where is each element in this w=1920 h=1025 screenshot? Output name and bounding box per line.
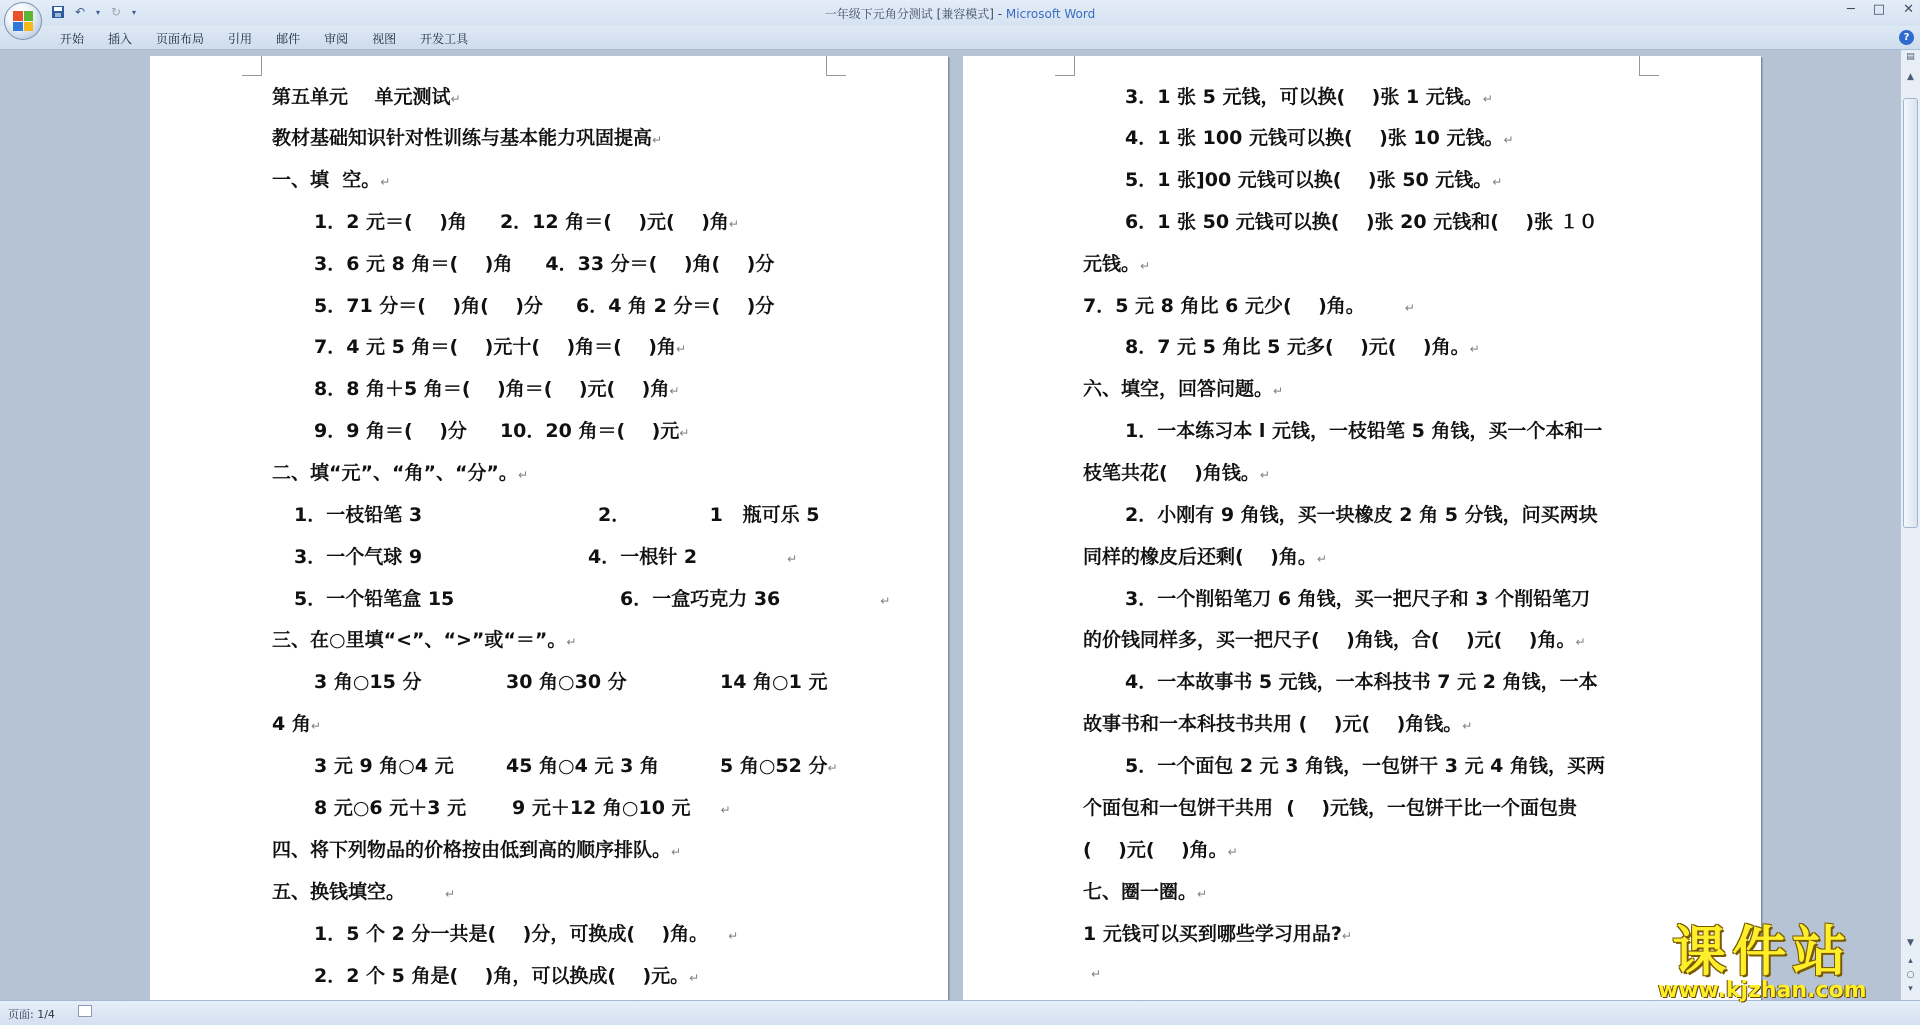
section-7-heading: 七、圈一圈。↵	[1083, 881, 1208, 903]
subtitle: 教材基础知识针对性训练与基本能力巩固提高↵	[272, 127, 663, 149]
watermark-name: 课件站	[1672, 920, 1853, 983]
question-line: 6．一盒巧克力 36 ↵	[620, 588, 891, 610]
ruler-toggle-icon[interactable]: ▤	[1906, 52, 1915, 62]
ribbon-tabs	[48, 30, 480, 48]
browse-object-icon[interactable]: ○	[1906, 970, 1915, 980]
proofing-icon[interactable]	[78, 1005, 92, 1017]
tab-developer[interactable]: 开发工具	[420, 32, 469, 46]
title-bar	[0, 0, 1920, 26]
crop-mark	[242, 56, 262, 76]
compare-item: 5 角○52 分↵	[720, 755, 838, 777]
compare-item: 3 元 9 角○4 元	[314, 755, 454, 777]
office-button[interactable]	[4, 2, 42, 40]
document-page-2[interactable]	[963, 56, 1761, 1000]
minimize-button[interactable]: ─	[1846, 2, 1855, 17]
compare-item: 3 角○15 分	[314, 671, 422, 693]
window-controls	[1847, 2, 1914, 17]
crop-mark	[826, 56, 846, 76]
customize-toolbar-icon[interactable]: ▾	[131, 7, 136, 17]
compare-item: 9 元＋12 角○10 元 ↵	[512, 797, 731, 819]
question-line: 5．1 张]00 元钱可以换( )张 50 元钱。↵	[1125, 169, 1503, 191]
question-line: 4．1 张 100 元钱可以换( )张 10 元钱。↵	[1125, 127, 1514, 149]
next-page-icon[interactable]: ▾	[1908, 984, 1913, 994]
tab-references[interactable]: 引用	[228, 32, 253, 46]
question-line: 个面包和一包饼干共用 ( )元钱，一包饼干比一个面包贵	[1083, 797, 1578, 819]
question-line: 1 元钱可以买到哪些学习用品?↵	[1083, 923, 1352, 945]
vertical-scrollbar[interactable]	[1900, 50, 1920, 1000]
compare-item: 30 角○30 分	[506, 671, 627, 693]
window-title	[0, 5, 1920, 22]
redo-icon[interactable]: ↻	[110, 5, 122, 19]
compare-item: 45 角○4 元 3 角	[506, 755, 659, 777]
question-line: 2．小刚有 9 角钱，买一块橡皮 2 角 5 分钱，问买两块	[1125, 504, 1598, 526]
document-workspace	[0, 50, 1900, 1000]
question-line: 2．2 个 5 角是( )角，可以换成( )元。↵	[314, 965, 700, 987]
question-line: ( )元( )角。↵	[1083, 839, 1238, 861]
previous-page-icon[interactable]: ▴	[1908, 956, 1913, 966]
question-line: 9．9 角＝( )分 10．20 角＝( )元↵	[314, 420, 690, 442]
question-line: 3．6 元 8 角＝( )角 4．33 分＝( )角( )分	[314, 253, 775, 275]
tab-home[interactable]: 开始	[60, 32, 85, 46]
section-4-heading: 四、将下列物品的价格按由低到高的顺序排队。↵	[272, 839, 682, 861]
maximize-button[interactable]: □	[1872, 2, 1886, 17]
status-bar	[0, 1000, 1920, 1025]
question-line: 6．1 张 50 元钱可以换( )张 20 元钱和( )张 １０	[1125, 211, 1598, 233]
crop-mark	[1055, 56, 1075, 76]
question-line: 1．5 个 2 分一共是( )分，可换成( )角。 ↵	[314, 923, 739, 945]
question-line: 3．一个削铅笔刀 6 角钱，买一把尺子和 3 个削铅笔刀	[1125, 588, 1591, 610]
question-line: 1．2 元＝( )角 2．12 角＝( )元( )角↵	[314, 211, 739, 233]
close-button[interactable]: ✕	[1903, 2, 1914, 17]
watermark-logo	[1658, 920, 1867, 1003]
compare-item: 14 角○1 元	[720, 671, 828, 693]
tab-view[interactable]: 视图	[372, 32, 397, 46]
question-line: 同样的橡皮后还剩( )角。↵	[1083, 546, 1327, 568]
question-line: 故事书和一本科技书共用 ( )元( )角钱。↵	[1083, 713, 1473, 735]
question-line: 8．7 元 5 角比 5 元多( )元( )角。↵	[1125, 336, 1480, 358]
question-line: 的价钱同样多，买一把尺子( )角钱，合( )元( )角。↵	[1083, 629, 1586, 651]
section-3-heading: 三、在○里填“<”、“>”或“＝”。↵	[272, 629, 577, 651]
question-line: 2． 1 瓶可乐 5	[598, 504, 820, 526]
question-line: 8．8 角＋5 角＝( )角＝( )元( )角↵	[314, 378, 680, 400]
question-line: 1．一枝铅笔 3	[294, 504, 423, 526]
question-line: 4．一本故事书 5 元钱，一本科技书 7 元 2 角钱，一本	[1125, 671, 1598, 693]
section-6-heading: 六、填空，回答问题。↵	[1083, 378, 1284, 400]
question-line: 枝笔共花( )角钱。↵	[1083, 462, 1270, 484]
undo-icon[interactable]: ↶	[74, 5, 86, 19]
section-1-heading: 一、填 空。↵	[272, 169, 391, 191]
section-2-heading: 二、填“元”、“角”、“分”。↵	[272, 462, 528, 484]
question-line: 5．一个铅笔盒 15	[294, 588, 455, 610]
question-line: 5．一个面包 2 元 3 角钱，一包饼干 3 元 4 角钱，买两	[1125, 755, 1606, 777]
question-line: 7．5 元 8 角比 6 元少( )角。 ↵	[1083, 295, 1415, 317]
empty-paragraph: ↵	[1091, 967, 1102, 981]
crop-mark	[1639, 56, 1659, 76]
dropdown-icon[interactable]: ▾	[95, 7, 100, 17]
question-line: 5．71 分＝( )角( )分 6．4 角 2 分＝( )分	[314, 295, 775, 317]
unit-heading: 第五单元 单元测试↵	[272, 86, 461, 108]
tab-mailings[interactable]: 邮件	[276, 32, 301, 46]
scrollbar-thumb[interactable]	[1903, 98, 1918, 528]
document-title: 一年级下元角分测试 [兼容模式] -	[824, 7, 1006, 21]
question-line: 3．1 张 5 元钱，可以换( )张 1 元钱。↵	[1125, 86, 1493, 108]
office-logo-icon	[13, 11, 33, 31]
help-icon[interactable]: ?	[1899, 30, 1914, 45]
compare-item: 4 角↵	[272, 713, 321, 735]
page-indicator[interactable]: 页面: 1/4	[8, 1008, 55, 1021]
app-name: Microsoft Word	[1005, 7, 1096, 21]
question-line: 元钱。↵	[1083, 253, 1151, 275]
document-page-1[interactable]	[150, 56, 948, 1000]
tab-insert[interactable]: 插入	[108, 32, 133, 46]
question-line: 3．一个气球 9	[294, 546, 423, 568]
question-line: 1．一本练习本 l 元钱，一枝铅笔 5 角钱，买一个本和一	[1125, 420, 1603, 442]
section-5-heading: 五、换钱填空。 ↵	[272, 881, 456, 903]
scroll-up-icon[interactable]: ▲	[1907, 72, 1914, 82]
ribbon-tab-bar	[0, 26, 1920, 50]
tab-review[interactable]: 审阅	[324, 32, 349, 46]
watermark-url: www.kjzhan.com	[1658, 978, 1867, 1003]
scroll-down-icon[interactable]: ▼	[1907, 938, 1914, 948]
question-line: 7．4 元 5 角＝( )元十( )角＝( )角↵	[314, 336, 687, 358]
compare-item: 8 元○6 元＋3 元	[314, 797, 467, 819]
question-line: 4．一根针 2 ↵	[588, 546, 798, 568]
tab-page-layout[interactable]: 页面布局	[156, 32, 205, 46]
